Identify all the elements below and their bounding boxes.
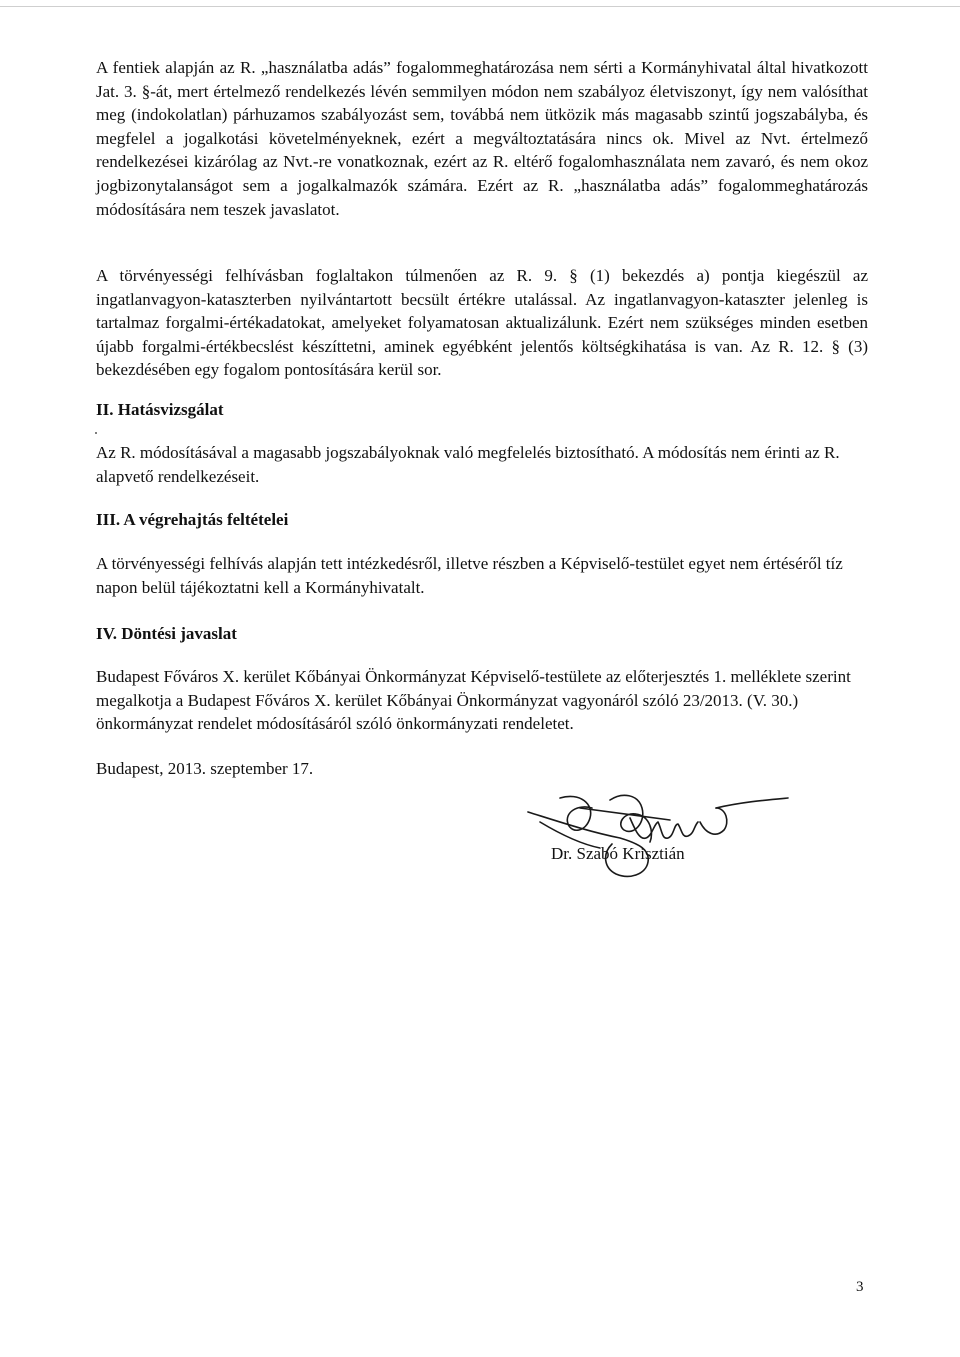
paragraph-kiegeszites: A törvényességi felhívásban foglaltakon túlmenően az R. 9. § (1) bekezdés a) pontja kiegészül az ingatlanvagyon-kataszterben nyilvántartott becsült értékre utalással. Az ingatlanvagyon-kataszter jelenleg is tartalmaz forgalmi-értékadatokat, amelyeket folyamatosan aktualizálunk. Ezért nem szükséges minden esetben újabb forgalmi-értékbecslést készíttetni, aminek egyébként jelentős költségkihatása is van. Az R. 12. § (3) bekezdésében egy fogalom pontosítására kerül sor. bbox=[96, 266, 868, 380]
heading-vegrehajtas: III. A végrehajtás feltételei bbox=[96, 510, 289, 529]
stray-mark bbox=[95, 432, 97, 434]
paragraph-fogalom: A fentiek alapján az R. „használatba adás” fogalommeghatározása nem sérti a Kormányhivatal által hivatkozott Jat. 3. §-át, mert értelmező rendelkezés lévén semmilyen módon nem szabályoz életviszonyt, így nem valósíthat meg (indokolatlan) párhuzamos szabályozást sem, továbbá nem ütközik más magasabb szintű jogszabályba, és megfelel a jogalkotási követelményeknek, ezért a megváltoztatására nincs ok. Mivel az Nvt. értelmező rendelkezései kizárólag az Nvt.-re vonatkoznak, ezért az R. eltérő fogalomhasználata nem zavaró, és nem okoz jogbizonytalanságot sem a jogalkalmazók számára. Ezért az R. „használatba adás” fogalommeghatározás módosítására nem teszek javaslatot. bbox=[96, 58, 868, 219]
document-date: Budapest, 2013. szeptember 17. bbox=[96, 759, 314, 778]
signatory-name: Dr. Szabó Krisztián bbox=[551, 844, 685, 863]
page-number: 3 bbox=[856, 1279, 864, 1295]
paragraph-vegrehajtas: A törvényességi felhívás alapján tett intézkedésről, illetve részben a Képviselő-testület egyet nem értéséről tíz napon belül tájékoztatni kell a Kormányhivatalt. bbox=[96, 554, 843, 597]
top-rule bbox=[0, 6, 960, 7]
handwritten-signature bbox=[520, 778, 790, 888]
paragraph-dontesi-javaslat: Budapest Főváros X. kerület Kőbányai Önkormányzat Képviselő-testülete az előterjesztés 1. melléklete szerint megalkotja a Budapest Főváros X. kerület Kőbányai Önkormányzat vagyonáról szóló 23/2013. (V. 30.) önkormányzat rendelet módosításáról szóló önkormányzati rendeletet. bbox=[96, 667, 851, 734]
paragraph-hatasvizsgalat: Az R. módosításával a magasabb jogszabályoknak való megfelelés biztosítható. A módosítás nem érinti az R. alapvető rendelkezéseit. bbox=[96, 443, 840, 486]
heading-dontesi-javaslat: IV. Döntési javaslat bbox=[96, 624, 237, 643]
heading-hatasvizsgalat: II. Hatásvizsgálat bbox=[96, 400, 224, 419]
